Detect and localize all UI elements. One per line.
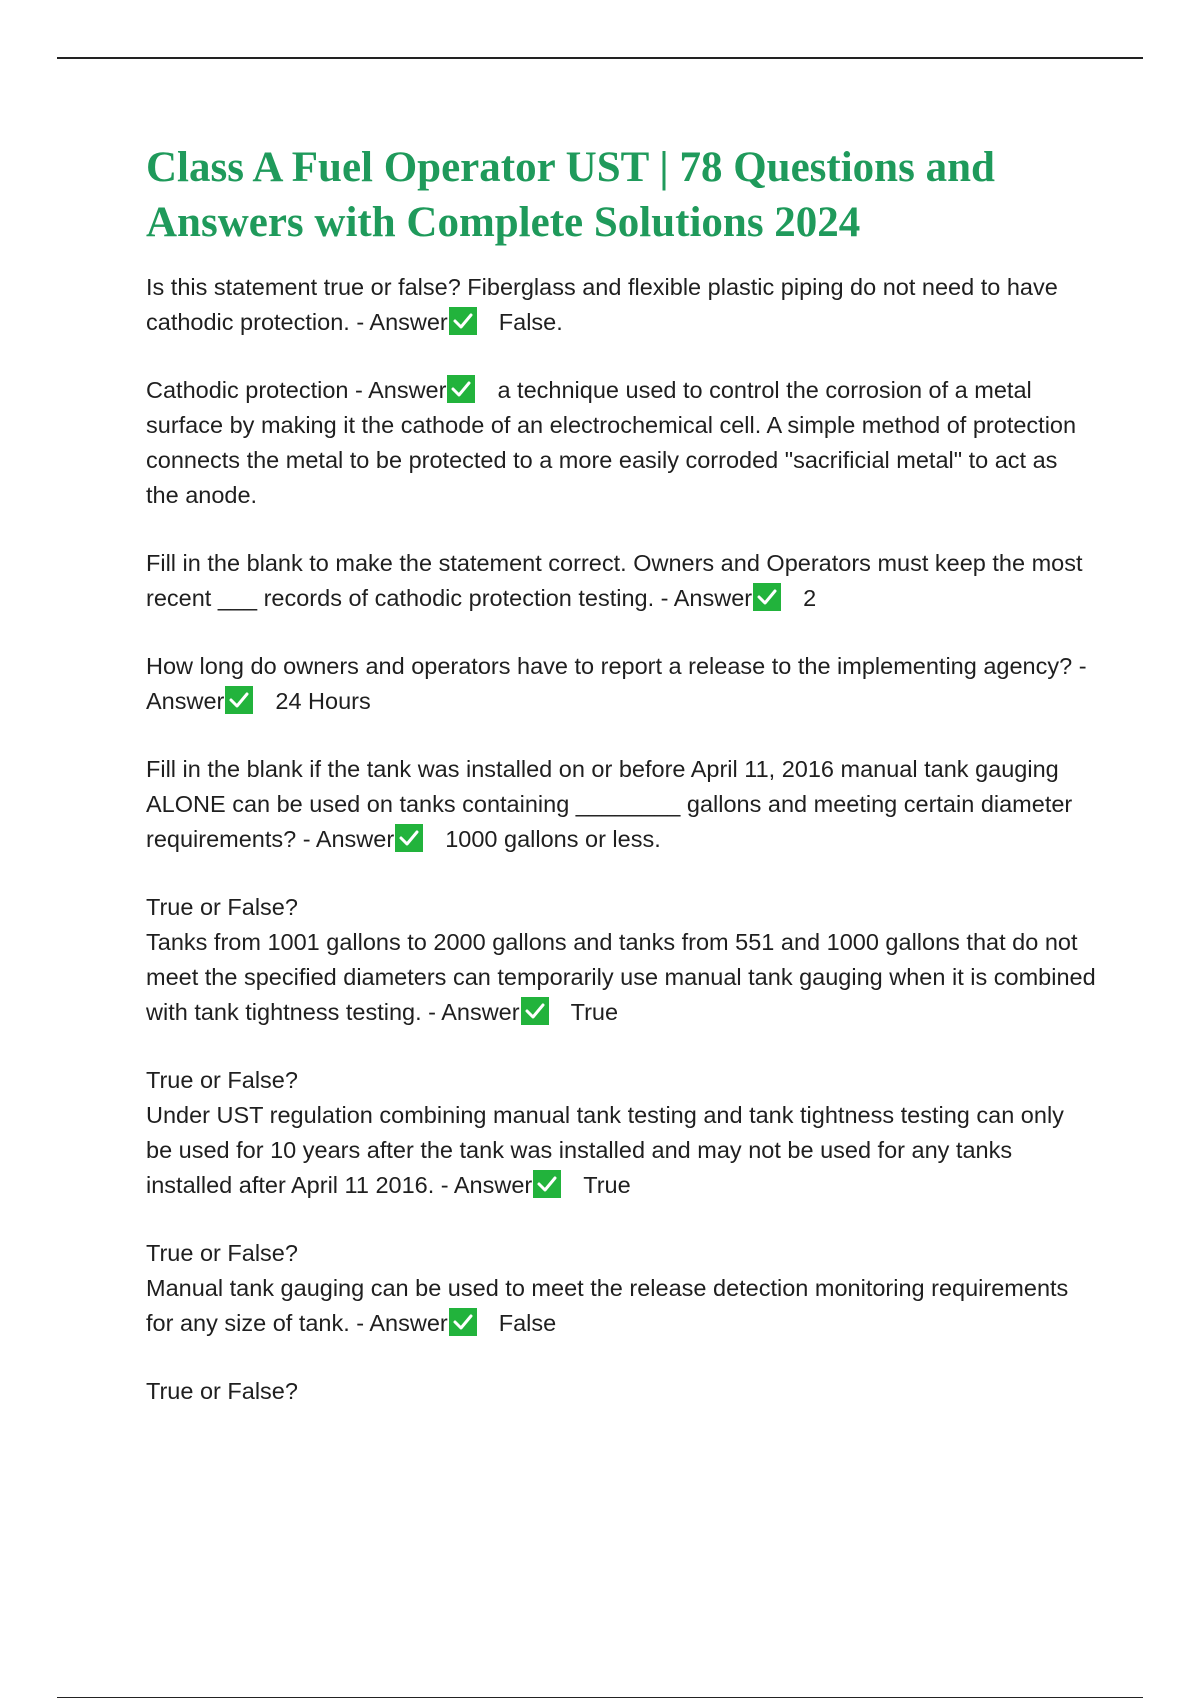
qa-prefix: True or False? <box>146 894 298 920</box>
answer-label: Answer <box>146 688 225 714</box>
qa-item <box>146 752 1096 857</box>
checkmark-icon <box>395 824 423 852</box>
qa-answer: False. <box>498 309 563 335</box>
answer-label: Answer <box>315 826 395 852</box>
qa-question: Manual tank gauging can be used to meet the release detection monitoring requirements for any size of tank. - <box>146 1275 1069 1336</box>
qa-question: Is this statement true or false? Fiberglass and flexible plastic piping do not need to have cathodic protection. - <box>146 274 1058 335</box>
checkmark-icon <box>447 375 475 403</box>
answer-label: Answer <box>673 585 753 611</box>
checkmark-icon <box>225 686 253 714</box>
qa-question: How long do owners and operators have to report a release to the implementing agency? - <box>146 653 1087 679</box>
qa-answer: 24 Hours <box>275 688 371 714</box>
document-body <box>146 140 1096 1409</box>
checkmark-icon <box>753 583 781 611</box>
trailing-prompt: True or False? <box>146 1378 298 1404</box>
answer-label: Answer <box>441 999 520 1025</box>
qa-answer: 1000 gallons or less. <box>445 826 661 852</box>
answer-label: Answer <box>369 309 448 335</box>
qa-question: Tanks from 1001 gallons to 2000 gallons and tanks from 551 and 1000 gallons that do not meet the specified diameters can temporarily use manual tank gauging when it is combined with tank tightness testing. - <box>146 929 1096 1025</box>
qa-item <box>146 546 1096 616</box>
qa-item <box>146 1063 1096 1203</box>
qa-item <box>146 270 1096 340</box>
answer-label: Answer <box>453 1172 533 1198</box>
qa-question: Fill in the blank to make the statement correct. Owners and Operators must keep the most recent ___ records of cathodic protection testing. - <box>146 550 1083 611</box>
document-title: Class A Fuel Operator UST | 78 Questions and Answers with Complete Solutions 2024 <box>146 144 995 246</box>
answer-label: Answer <box>368 377 447 403</box>
checkmark-icon <box>533 1170 561 1198</box>
qa-answer: True <box>583 1172 631 1198</box>
qa-item <box>146 890 1096 1030</box>
checkmark-icon <box>521 997 549 1025</box>
qa-answer: 2 <box>803 585 817 611</box>
top-rule <box>57 57 1143 59</box>
qa-item <box>146 373 1096 513</box>
qa-list <box>146 270 1096 1341</box>
qa-prefix: True or False? <box>146 1067 298 1093</box>
answer-label: Answer <box>369 1310 448 1336</box>
bottom-rule <box>57 1697 1143 1698</box>
checkmark-icon <box>449 307 477 335</box>
qa-question: Fill in the blank if the tank was installed on or before April 11, 2016 manual tank gauging ALONE can be used on tanks containing ________ gallons and meeting certain diameter requirements? - <box>146 756 1073 852</box>
qa-answer: False <box>498 1310 557 1336</box>
qa-answer: a technique used to control the corrosion of a metal surface by making it the cathode of an electrochemical cell. A simple method of protection connects the metal to be protected to a more easily corroded "sacrificial metal" to act as the anode. <box>146 377 1077 508</box>
qa-question: Under UST regulation combining manual tank testing and tank tightness testing can only be used for 10 years after the tank was installed and may not be used for any tanks installed after April 11 2016. - <box>146 1102 1064 1198</box>
qa-question: Cathodic protection - <box>146 377 363 403</box>
qa-item <box>146 1236 1096 1341</box>
qa-answer: True <box>570 999 619 1025</box>
qa-prefix: True or False? <box>146 1240 298 1266</box>
checkmark-icon <box>449 1308 477 1336</box>
qa-item <box>146 649 1096 719</box>
